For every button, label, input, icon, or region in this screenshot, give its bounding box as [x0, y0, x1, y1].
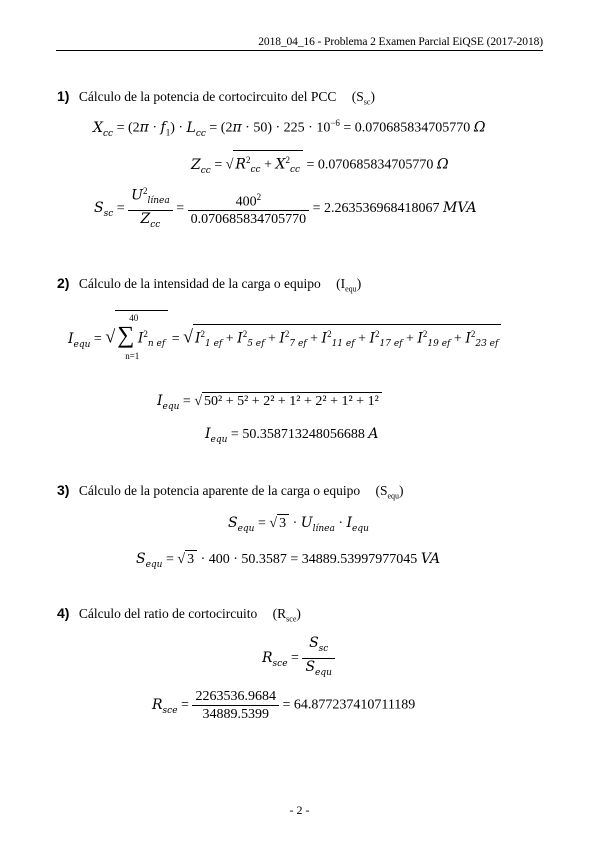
sequ-values: · 400 · 50.3587 = 34889.53997977045	[200, 552, 418, 567]
equation-iequ-result: $I_{equ} = 50.358713248056688$ A	[205, 426, 379, 445]
rsce-numerator: 2263536.9684	[192, 688, 279, 706]
section-3-heading	[57, 482, 404, 501]
section-4-title: Cálculo del ratio de cortocircuito	[78, 606, 258, 621]
section-1-number: 1)	[57, 88, 70, 104]
section-3-number: 3)	[57, 482, 70, 498]
equation-iequ-values: $I_{equ}$ = √ 50² + 5² + 2² + 1² + 2² + 1² + 1²	[157, 392, 382, 412]
equation-rsce-general: $R_{sce}$ = $\frac{S_{sc}}{S_{equ}}$	[262, 635, 335, 682]
equation-iequ-general: $I_{equ}$ = √ 40 ∑ $I^2_{n ef}$ n=1 = √ $I^2_{1 ef} + I^2_{5 ef} + I^2_{7 ef} + I^2_{11 ef} + I^2_{17 ef} + I^2_{19 ef} + I^2_{23 ef}$	[68, 310, 501, 353]
page-number: - 2 -	[289, 803, 310, 817]
equation-sequ-result: $S_{equ}$ = √ 3 · 400 · 50.3587 = 34889.53997977045 VA	[136, 551, 441, 570]
section-4-number: 4)	[57, 605, 70, 621]
rsce-result: = 64.877237410711189	[282, 697, 416, 713]
section-4-symbol: $(R_{sce})$	[272, 606, 301, 624]
ssc-numerator: 400	[235, 194, 257, 210]
rsce-denominator: 34889.5399	[202, 707, 269, 722]
iequ-values: 50² + 5² + 2² + 1² + 2² + 1² + 1²	[202, 392, 382, 410]
equation-zcc: $Z_{cc}$ = √ $R^2_{cc} + X^2_{cc} = 0.070685834705770$ Ω	[191, 150, 449, 178]
header-rule	[56, 50, 543, 51]
equation-ssc: $S_{sc}$ = $\frac{U^2_{línea}}{Z_{cc}}$ = $\frac{400^2}{0.070685834705770}$ = 2.263536968418067 MVA	[94, 183, 477, 234]
section-1-heading	[57, 88, 375, 107]
section-4-heading	[57, 605, 301, 624]
section-2-title: Cálculo de la intensidad de la carga o equipo	[78, 276, 321, 291]
section-3-symbol: $(S_{equ})$	[375, 483, 404, 501]
equation-sequ-general: $S_{equ}$ = √ $3 \cdot U_{línea} \cdot I_{equ}$	[228, 515, 369, 534]
xcc-result: = 0.070685834705770	[343, 120, 471, 136]
ssc-denominator: 0.070685834705770	[190, 212, 307, 228]
sum-lower-limit: n=1	[125, 351, 140, 361]
zcc-result: = 0.070685834705770	[306, 157, 434, 173]
page-header: 2018_04_16 - Problema 2 Examen Parcial EiQSE (2017-2018)	[258, 36, 543, 48]
section-2-symbol: $(I_{equ})$	[336, 276, 362, 294]
iequ-result: = 50.358713248056688	[230, 427, 365, 442]
section-1-symbol: $(S_{sc})$	[351, 89, 375, 107]
section-3-title: Cálculo de la potencia aparente de la carga o equipo	[78, 483, 361, 498]
section-2-number: 2)	[57, 275, 70, 291]
equation-rsce-result: $R_{sce}$ = $\frac{2263536.9684}{34889.5399}$ = 64.877237410711189	[152, 689, 416, 722]
equation-xcc: $X_{cc} = (2\pi \cdot f_1) \cdot L_{cc} = (2\pi \cdot 50) \cdot 225 \cdot 10^{-6} = 0.070685834705770$ Ω	[93, 118, 486, 139]
sum-upper-limit: 40	[129, 313, 139, 323]
section-2-heading	[57, 275, 361, 294]
section-1-title: Cálculo de la potencia de cortocircuito del PCC	[78, 89, 337, 104]
ssc-result: = 2.263536968418067	[312, 200, 440, 216]
